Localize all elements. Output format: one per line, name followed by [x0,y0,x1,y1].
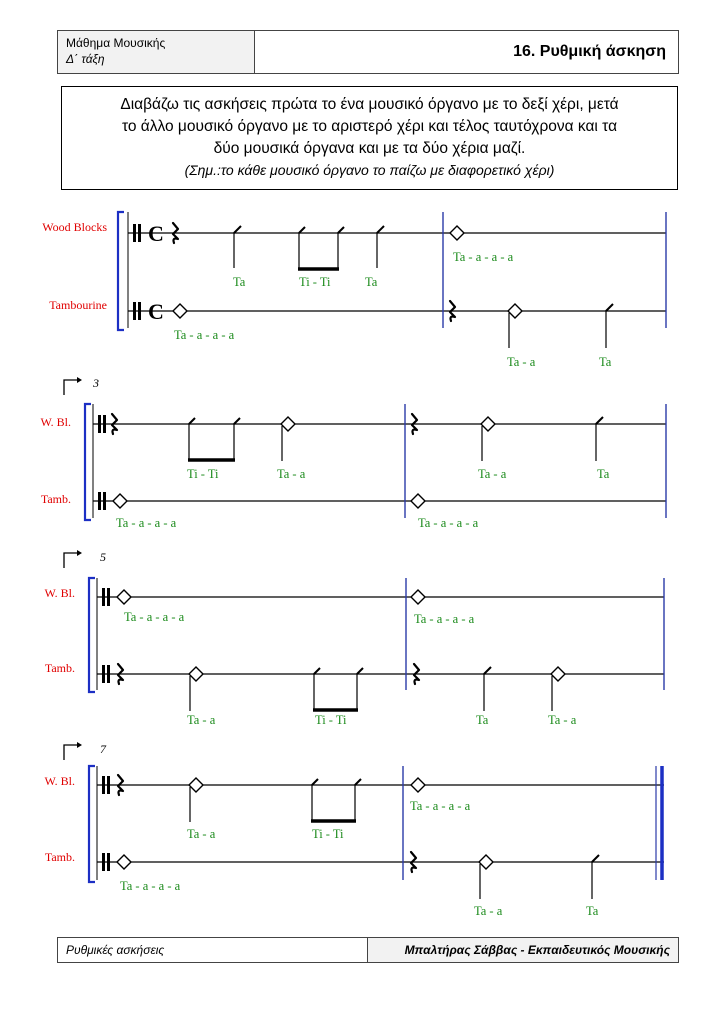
staff-label: W. Bl. [44,774,75,788]
measure-number: 5 [100,550,106,564]
half-note [479,855,493,899]
rhythm-syllable: Ta - a [187,827,216,841]
half-note [189,778,203,822]
system-bracket [118,212,124,330]
half-note [551,667,565,711]
arrow-head [77,550,82,556]
whole-note [411,590,425,604]
system-1 [42,212,666,369]
rhythm-syllable: Ta [597,467,610,481]
system-2 [40,376,666,530]
arrow-head [77,377,82,383]
instruction-line: το άλλο μουσικό όργανο με το αριστερό χέρι και τέλος ταυτόχρονα και τα [121,118,618,135]
whole-note [411,494,425,508]
measure-number: 3 [93,376,99,390]
rhythm-syllable: Ta [365,275,378,289]
subject-label: Μάθημα Μουσικής [66,36,166,50]
footer-left: Ρυθμικές ασκήσεις [58,938,368,962]
quarter-note [377,226,384,268]
rhythm-syllable: Ta - a [548,713,577,727]
rhythm-syllable: Ta - a [507,355,536,369]
time-signature: C [148,299,164,324]
rhythm-syllable: Ta [586,904,599,918]
rhythm-syllable: Ta - a [474,904,503,918]
instruction-note: (Σημ.:το κάθε μουσικό όργανο το παίζω με διαφορετικό χέρι) [184,162,555,178]
system-bracket [89,578,95,692]
instruction-line: δύο μουσικά όργανα και με τα δύο χέρια μαζί. [213,140,526,157]
whole-note [117,590,131,604]
whole-note [113,494,127,508]
staff-label: Tamb. [44,661,75,675]
system-marker-arrow [64,553,77,568]
rhythm-syllable: Ti - Ti [299,275,331,289]
whole-note [450,226,464,240]
whole-note [173,304,187,318]
measure-number: 7 [100,742,106,756]
half-note [508,304,522,348]
rhythm-syllable: Ta - a - a - a [453,250,514,264]
half-note [189,667,203,711]
staff-label: Tamb. [44,850,75,864]
rhythm-syllable: Ta - a - a - a [124,610,185,624]
rhythm-syllable: Ta [476,713,489,727]
system-4 [44,742,664,918]
rhythm-syllable: Ta - a - a - a [410,799,471,813]
system-marker-arrow [64,380,77,395]
page-title: 16. Ρυθμική άσκηση [513,43,666,60]
staff-label: Tamb. [40,492,71,506]
staff-label: W. Bl. [44,586,75,600]
rhythm-syllable: Ta - a [478,467,507,481]
rhythm-syllable: Ta [233,275,246,289]
rhythm-syllable: Ta - a - a - a [116,516,177,530]
whole-note [411,778,425,792]
time-signature: C [148,221,164,246]
rhythm-syllable: Ta - a - a - a [174,328,235,342]
rhythm-syllable: Ti - Ti [315,713,347,727]
worksheet-footer [57,937,679,963]
rhythm-syllable: Ta [599,355,612,369]
footer-author: Μπαλτήρας Σάββας - Εκπαιδευτικός Μουσικής [368,938,678,962]
quarter-note [234,226,241,268]
rhythm-syllable: Ta - a - a - a [418,516,479,530]
rhythm-syllable: Ta - a - a - a [120,879,181,893]
system-bracket [85,404,91,520]
rhythm-syllable: Ti - Ti [312,827,344,841]
staff-label: W. Bl. [40,415,71,429]
system-marker-arrow [64,745,77,760]
staff-label: Tambourine [49,298,107,312]
grade-label: Δ΄ τάξη [66,52,105,66]
rhythm-syllable: Ta - a [277,467,306,481]
rhythm-syllable: Ta - a [187,713,216,727]
rhythm-syllable: Ta - a - a - a [414,612,475,626]
half-note [281,417,295,461]
system-bracket [89,766,95,882]
instruction-line: Διαβάζω τις ασκήσεις πρώτα το ένα μουσικό όργανο με το δεξί χέρι, μετά [120,96,619,113]
half-note [481,417,495,461]
arrow-head [77,742,82,748]
system-3 [44,550,664,727]
staff-label: Wood Blocks [42,220,107,234]
rhythm-syllable: Ti - Ti [187,467,219,481]
whole-note [117,855,131,869]
